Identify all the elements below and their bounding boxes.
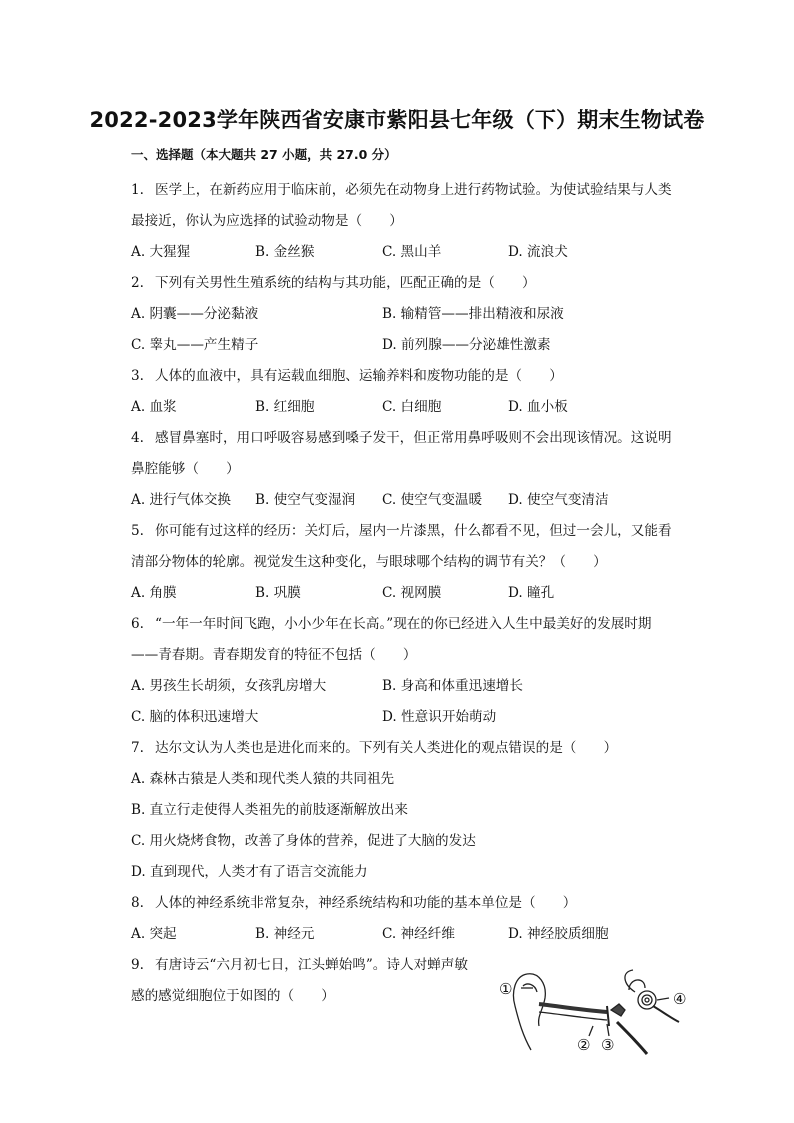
question-text-cont: 最接近，你认为应选择的试验动物是（ ） (131, 213, 403, 229)
question-number: 9. (131, 957, 144, 973)
question-text: 你可能有过这样的经历：关灯后，屋内一片漆黑，什么都看不见，但过一会儿，又能看 (155, 523, 672, 539)
question-text: 下列有关男性生殖系统的结构与其功能，匹配正确的是（ ） (155, 275, 536, 291)
question-number: 4. (131, 430, 144, 446)
label-4: ④ (673, 990, 687, 1008)
option: B. 红细胞 (255, 399, 315, 415)
question-text-cont: ——青春期。青春期发育的特征不包括（ ） (131, 647, 417, 663)
option: B. 金丝猴 (255, 244, 315, 260)
question-text-cont: 鼻腔能够（ ） (131, 461, 240, 477)
option: B. 直立行走使得人类祖先的前肢逐渐解放出来 (131, 802, 408, 818)
question-number: 6. (131, 616, 144, 632)
label-3: ③ (601, 1036, 615, 1054)
option: A. 森林古猿是人类和现代类人猿的共同祖先 (131, 771, 395, 787)
option: C. 黑山羊 (382, 244, 442, 260)
question-number: 8. (131, 895, 144, 911)
option: C. 视网膜 (382, 585, 442, 601)
question-5 (131, 519, 672, 539)
label-2: ② (577, 1036, 591, 1054)
option: B. 神经元 (255, 926, 315, 942)
option: A. 突起 (131, 926, 177, 942)
question-text: 达尔文认为人类也是进化而来的。下列有关人类进化的观点错误的是（ ） (155, 740, 618, 756)
question-8 (131, 891, 576, 911)
question-1 (131, 178, 672, 198)
option: A. 血浆 (131, 399, 177, 415)
question-number: 5. (131, 523, 144, 539)
label-1: ① (499, 980, 513, 998)
question-text: 人体的神经系统非常复杂，神经系统结构和功能的基本单位是（ ） (155, 895, 577, 911)
option: B. 使空气变湿润 (255, 492, 356, 508)
question-text: “一年一年时间飞跑，小小少年在长高。”现在的你已经进入人生中最美好的发展时期 (155, 616, 652, 632)
page-title: 2022-2023学年陕西省安康市紫阳县七年级（下）期末生物试卷 (89, 108, 705, 132)
option: D. 瞳孔 (508, 585, 555, 601)
question-text-cont: 清部分物体的轮廓。视觉发生这种变化，与眼球哪个结构的调节有关？（ ） (131, 554, 607, 570)
option: D. 血小板 (508, 399, 568, 415)
option: C. 睾丸——产生精子 (131, 337, 259, 353)
question-7 (131, 736, 617, 756)
option: D. 流浪犬 (508, 244, 568, 260)
option: D. 性意识开始萌动 (382, 709, 497, 725)
ear-diagram (497, 966, 697, 1056)
option: B. 巩膜 (255, 585, 301, 601)
question-2 (131, 271, 536, 291)
option: D. 神经胶质细胞 (508, 926, 609, 942)
question-text-cont: 感的感觉细胞位于如图的（ ） (131, 988, 335, 1004)
option: D. 直到现代，人类才有了语言交流能力 (131, 864, 368, 880)
question-number: 1. (131, 182, 144, 198)
option: A. 角膜 (131, 585, 177, 601)
option: D. 前列腺——分泌雄性激素 (382, 337, 551, 353)
question-text: 人体的血液中，具有运载血细胞、运输养料和废物功能的是（ ） (155, 368, 563, 384)
option: A. 大猩猩 (131, 244, 191, 260)
question-9 (131, 953, 468, 973)
option: B. 输精管——排出精液和尿液 (382, 306, 564, 322)
option: C. 脑的体积迅速增大 (131, 709, 259, 725)
option: D. 使空气变清洁 (508, 492, 609, 508)
option: A. 男孩生长胡须，女孩乳房增大 (131, 678, 327, 694)
question-6 (131, 612, 651, 632)
question-number: 7. (131, 740, 144, 756)
question-text: 医学上，在新药应用于临床前，必须先在动物身上进行药物试验。为使试验结果与人类 (155, 182, 672, 198)
option: C. 用火烧烤食物，改善了身体的营养，促进了大脑的发达 (131, 833, 476, 849)
option: B. 身高和体重迅速增长 (382, 678, 523, 694)
option: C. 白细胞 (382, 399, 442, 415)
section-heading: 一、选择题（本大题共 27 小题，共 27.0 分） (131, 147, 397, 162)
question-3 (131, 364, 563, 384)
option: A. 进行气体交换 (131, 492, 232, 508)
option: C. 使空气变温暖 (382, 492, 483, 508)
option: A. 阴囊——分泌黏液 (131, 306, 259, 322)
question-number: 2. (131, 275, 144, 291)
option: C. 神经纤维 (382, 926, 455, 942)
question-4 (131, 426, 672, 446)
question-text: 感冒鼻塞时，用口呼吸容易感到嗓子发干，但正常用鼻呼吸则不会出现该情况。这说明 (155, 430, 672, 446)
question-number: 3. (131, 368, 144, 384)
question-text: 有唐诗云“六月初七日，江头蝉始鸣”。诗人对蝉声敏 (155, 957, 468, 973)
